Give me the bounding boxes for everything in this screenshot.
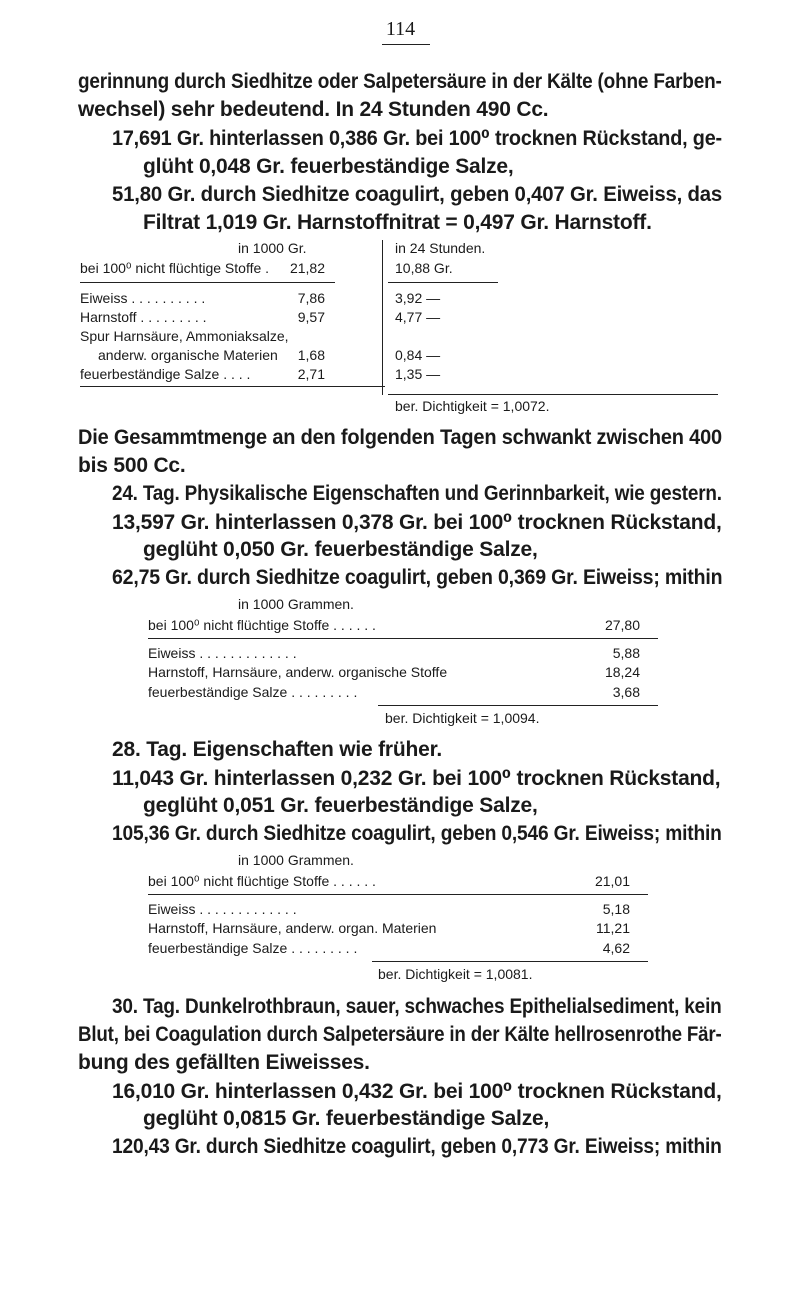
paragraph-line: 30. Tag. Dunkelrothbraun, sauer, schwaches Epithelialsediment, kein [112, 995, 722, 1018]
table-cell: 9,57 [297, 309, 325, 325]
paragraph-line: 120,43 Gr. durch Siedhitze coagulirt, geben 0,773 Gr. Eiweiss; mithin [112, 1135, 722, 1158]
table-cell: 21,82 [289, 260, 325, 276]
table-row-label: bei 100⁰ nicht flüchtige Stoffe . . . . . . [148, 873, 376, 889]
paragraph-line: geglüht 0,0815 Gr. feuerbeständige Salze, [143, 1107, 550, 1130]
paragraph-line: Blut, bei Coagulation durch Salpetersäure in der Kälte hellrosenrothe Fär- [78, 1023, 722, 1046]
table-divider [382, 240, 383, 395]
table-cell: 18,24 [604, 664, 640, 680]
table-rule [80, 386, 385, 387]
table-row-label: Harnstoff . . . . . . . . . [80, 309, 207, 325]
paragraph-line: glüht 0,048 Gr. feuerbeständige Salze, [143, 155, 514, 178]
paragraph-line: 62,75 Gr. durch Siedhitze coagulirt, geben 0,369 Gr. Eiweiss; mithin [112, 566, 723, 589]
table-cell: 27,80 [604, 617, 640, 633]
table-cell: 3,68 [612, 684, 640, 700]
density-footer: ber. Dichtigkeit = 1,0094. [385, 710, 540, 726]
table-cell: 0,84 — [395, 347, 441, 363]
table-row-label: feuerbeständige Salze . . . . . . . . . [148, 684, 358, 700]
table-row-label: feuerbeständige Salze . . . . [80, 366, 251, 382]
paragraph-line: 51,80 Gr. durch Siedhitze coagulirt, geben 0,407 Gr. Eiweiss, das [112, 183, 723, 206]
table-rule [388, 394, 718, 395]
table-row-label: Eiweiss . . . . . . . . . . . . . [148, 901, 297, 917]
table-row-label: Spur Harnsäure, Ammoniaksalze, [80, 328, 289, 344]
table-rule [80, 282, 335, 283]
table-cell: 5,18 [602, 901, 630, 917]
paragraph-line: geglüht 0,051 Gr. feuerbeständige Salze, [143, 794, 538, 817]
table-cell: 5,88 [612, 645, 640, 661]
table-cell: 4,77 — [395, 309, 441, 325]
paragraph-line: 28. Tag. Eigenschaften wie früher. [112, 738, 443, 761]
table-col-header: in 1000 Gr. [238, 240, 307, 256]
table-rule [388, 282, 498, 283]
paragraph-line: geglüht 0,050 Gr. feuerbeständige Salze, [143, 538, 538, 561]
table-cell: 2,71 [297, 366, 325, 382]
table-header: in 1000 Grammen. [238, 596, 354, 612]
paragraph-line: bis 500 Cc. [78, 454, 186, 477]
table-row-label: Eiweiss . . . . . . . . . . . . . [148, 645, 297, 661]
table-cell: 1,35 — [395, 366, 441, 382]
table-cell: 1,68 [297, 347, 325, 363]
table-row-label: bei 100⁰ nicht flüchtige Stoffe . . . . . . [148, 617, 376, 633]
paragraph-line: Die Gesammtmenge an den folgenden Tagen schwankt zwischen 400 [78, 426, 722, 449]
paragraph-line: 24. Tag. Physikalische Eigenschaften und Gerinnbarkeit, wie gestern. [112, 482, 722, 505]
paragraph-line: gerinnung durch Siedhitze oder Salpetersäure in der Kälte (ohne Farben- [78, 70, 722, 93]
table-row-label: feuerbeständige Salze . . . . . . . . . [148, 940, 358, 956]
table-cell: 11,21 [596, 920, 630, 936]
table-cell: 10,88 Gr. [395, 260, 453, 276]
table-cell: 3,92 — [395, 290, 441, 306]
page-number-rule [382, 44, 430, 45]
table-cell: 4,62 [602, 940, 630, 956]
table-cell: 7,86 [297, 290, 325, 306]
table-row-label: bei 100⁰ nicht flüchtige Stoffe . [80, 260, 270, 276]
density-footer: ber. Dichtigkeit = 1,0081. [378, 966, 533, 982]
table-row-label: anderw. organische Materien [98, 347, 278, 363]
table-col-header: in 24 Stunden. [395, 240, 486, 256]
paragraph-line: Filtrat 1,019 Gr. Harnstoffnitrat = 0,497 Gr. Harnstoff. [143, 211, 652, 234]
paragraph-line: 105,36 Gr. durch Siedhitze coagulirt, geben 0,546 Gr. Eiweiss; mithin [112, 822, 722, 845]
table-rule [372, 961, 648, 962]
table-rule [378, 705, 658, 706]
paragraph-line: 11,043 Gr. hinterlassen 0,232 Gr. bei 100⁰ trocknen Rückstand, [112, 767, 721, 790]
table-rule [148, 638, 658, 639]
table-rule [148, 894, 648, 895]
paragraph-line: 16,010 Gr. hinterlassen 0,432 Gr. bei 100⁰ trocknen Rückstand, [112, 1080, 722, 1103]
page-number: 114 [385, 18, 416, 40]
table-header: in 1000 Grammen. [238, 852, 354, 868]
density-footer: ber. Dichtigkeit = 1,0072. [395, 398, 550, 414]
paragraph-line: bung des gefällten Eiweisses. [78, 1051, 370, 1074]
table-row-label: Harnstoff, Harnsäure, anderw. organ. Materien [148, 920, 437, 936]
paragraph-line: 13,597 Gr. hinterlassen 0,378 Gr. bei 100⁰ trocknen Rückstand, [112, 511, 722, 534]
table-row-label: Harnstoff, Harnsäure, anderw. organische Stoffe [148, 664, 448, 680]
paragraph-line: 17,691 Gr. hinterlassen 0,386 Gr. bei 100⁰ trocknen Rückstand, ge- [112, 127, 722, 150]
paragraph-line: wechsel) sehr bedeutend. In 24 Stunden 490 Cc. [78, 98, 549, 121]
table-row-label: Eiweiss . . . . . . . . . . [80, 290, 206, 306]
table-cell: 21,01 [594, 873, 630, 889]
